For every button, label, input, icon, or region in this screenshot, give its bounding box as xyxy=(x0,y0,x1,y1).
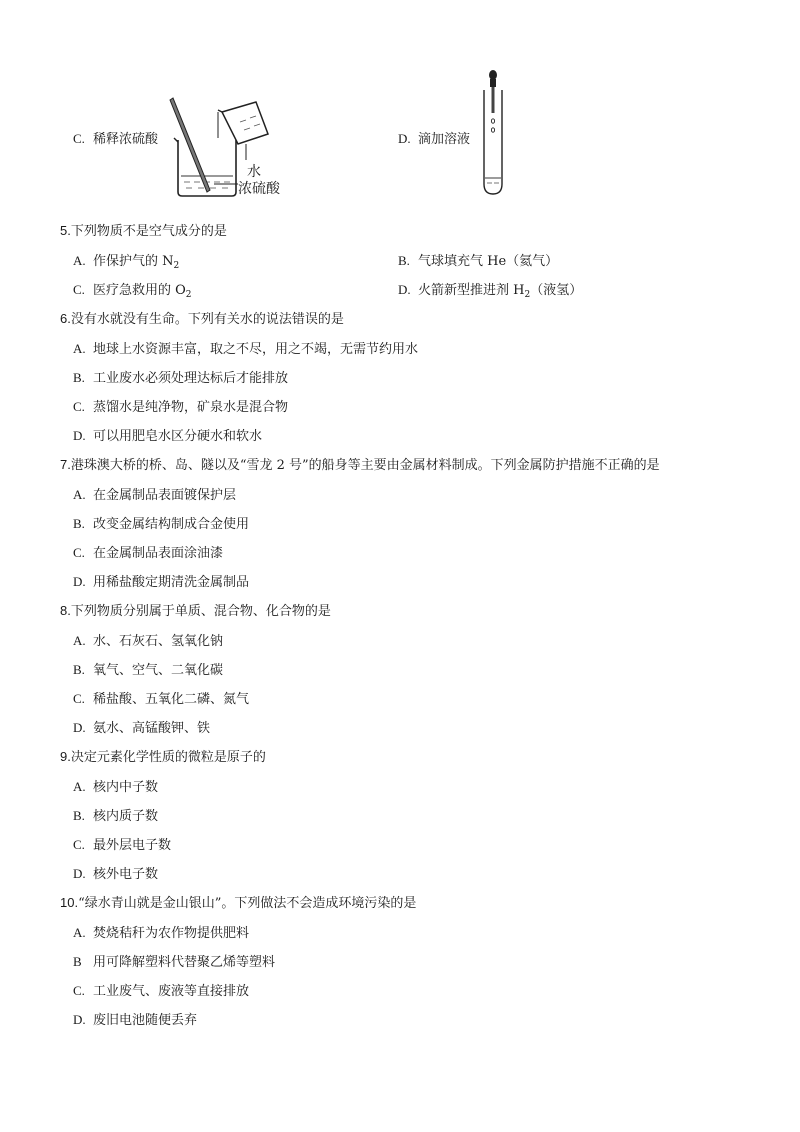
option-label: C. xyxy=(73,983,85,998)
option-text: 用可降解塑料代替聚乙烯等塑料 xyxy=(93,955,276,970)
q6-option-c xyxy=(73,396,288,415)
option-text: 最外层电子数 xyxy=(93,838,172,853)
option-label: C. xyxy=(73,691,85,706)
option-label: D. xyxy=(73,866,86,881)
q10-option-d xyxy=(73,1009,197,1028)
q8-option-a xyxy=(73,630,223,649)
option-text: 焚烧秸秆为农作物提供肥料 xyxy=(93,926,250,941)
question-5 xyxy=(60,220,227,239)
q8-option-c xyxy=(73,688,249,707)
q9-option-a xyxy=(73,776,158,795)
option-label: D. xyxy=(73,1012,86,1027)
question-stem: 决定元素化学性质的微粒是原子的 xyxy=(70,750,266,765)
option-label: B. xyxy=(73,662,85,677)
option-label: A. xyxy=(73,253,86,268)
q10-option-c xyxy=(73,980,249,999)
question-10 xyxy=(60,892,416,911)
option-text: 火箭新型推进剂 H xyxy=(418,283,525,298)
water-label: 水 xyxy=(247,164,261,180)
option-text: 核内中子数 xyxy=(93,780,159,795)
option-label: B xyxy=(73,954,82,969)
q7-option-d xyxy=(73,571,249,590)
q5-option-c xyxy=(73,279,192,298)
option-text: 氨水、高锰酸钾、铁 xyxy=(93,721,211,736)
option-text: 核内质子数 xyxy=(93,809,159,824)
question-8 xyxy=(60,600,331,619)
option-label: C. xyxy=(73,545,85,560)
question-7 xyxy=(60,454,660,473)
option-text: 用稀盐酸定期清洗金属制品 xyxy=(93,575,250,590)
q6-option-a xyxy=(73,338,418,357)
q5-option-a xyxy=(73,250,179,269)
question-number: 7. xyxy=(60,457,71,472)
option-label: C. xyxy=(73,399,85,414)
option-text: 地球上水资源丰富，取之不尽，用之不竭，无需节约用水 xyxy=(93,342,419,357)
q8-option-b xyxy=(73,659,223,678)
option-label: A. xyxy=(73,633,86,648)
subscript: 2 xyxy=(524,290,531,300)
q10-option-b xyxy=(73,951,275,970)
question-6 xyxy=(60,308,344,327)
option-label: A. xyxy=(73,779,86,794)
option-label: D. xyxy=(398,282,411,297)
concentrated-acid-label: 浓硫酸 xyxy=(238,181,280,197)
option-text: 作保护气的 N xyxy=(93,254,174,269)
q8-option-d xyxy=(73,717,210,736)
q4-option-c xyxy=(73,128,158,147)
subscript: 2 xyxy=(185,290,192,300)
question-stem: 没有水就没有生命。下列有关水的说法错误的是 xyxy=(70,312,344,327)
option-label: A. xyxy=(73,925,86,940)
q9-option-b xyxy=(73,805,158,824)
option-text: 改变金属结构制成合金使用 xyxy=(93,517,250,532)
option-label: C. xyxy=(73,282,85,297)
option-text: 气球填充气 He（氦气） xyxy=(418,254,559,269)
q9-option-c xyxy=(73,834,171,853)
dropper-test-tube-figure xyxy=(478,66,508,198)
question-stem: “绿水青山就是金山银山”。下列做法不会造成环境污染的是 xyxy=(78,896,417,911)
option-label: C. xyxy=(73,837,85,852)
option-label: D. xyxy=(73,428,86,443)
option-text: 在金属制品表面镀保护层 xyxy=(93,488,237,503)
option-text: 稀盐酸、五氧化二磷、氮气 xyxy=(93,692,250,707)
question-stem: 港珠澳大桥的桥、岛、隧以及“雪龙 2 号”的船身等主要由金属材料制成。下列金属防护措施不正确的是 xyxy=(70,458,660,473)
question-number: 9. xyxy=(60,749,71,764)
q5-option-d xyxy=(398,279,582,298)
q6-option-b xyxy=(73,367,288,386)
option-text: 蒸馏水是纯净物，矿泉水是混合物 xyxy=(93,400,289,415)
option-text: 医疗急救用的 O xyxy=(93,283,186,298)
question-number: 8. xyxy=(60,603,71,618)
option-text: 滴加溶液 xyxy=(418,132,471,147)
option-text: 氧气、空气、二氧化碳 xyxy=(93,663,224,678)
option-label: A. xyxy=(73,341,86,356)
q7-option-a xyxy=(73,484,236,503)
question-stem: 下列物质不是空气成分的是 xyxy=(70,224,227,239)
q5-option-b xyxy=(398,250,558,269)
option-text: 水、石灰石、氢氧化钠 xyxy=(93,634,224,649)
option-label: C. xyxy=(73,131,85,146)
option-text: 废旧电池随便丢弃 xyxy=(93,1013,198,1028)
option-text: 工业废水必须处理达标后才能排放 xyxy=(93,371,289,386)
option-label: B. xyxy=(73,516,85,531)
q7-option-b xyxy=(73,513,249,532)
option-label: A. xyxy=(73,487,86,502)
option-label: B. xyxy=(73,370,85,385)
question-stem: 下列物质分别属于单质、混合物、化合物的是 xyxy=(70,604,331,619)
question-9 xyxy=(60,746,266,765)
option-text: 核外电子数 xyxy=(93,867,159,882)
option-label: B. xyxy=(398,253,410,268)
option-text: 稀释浓硫酸 xyxy=(93,132,159,147)
q9-option-d xyxy=(73,863,158,882)
option-text: 可以用肥皂水区分硬水和软水 xyxy=(93,429,263,444)
question-number: 6. xyxy=(60,311,71,326)
q10-option-a xyxy=(73,922,249,941)
option-text: 在金属制品表面涂油漆 xyxy=(93,546,224,561)
option-label: B. xyxy=(73,808,85,823)
option-label: D. xyxy=(398,131,411,146)
q7-option-c xyxy=(73,542,223,561)
q6-option-d xyxy=(73,425,262,444)
option-label: D. xyxy=(73,574,86,589)
option-text: 工业废气、废液等直接排放 xyxy=(93,984,250,999)
question-number: 10. xyxy=(60,895,79,910)
option-label: D. xyxy=(73,720,86,735)
question-number: 5. xyxy=(60,223,71,238)
subscript: 2 xyxy=(173,261,180,271)
q4-option-d xyxy=(398,128,470,147)
option-text-suffix: （液氢） xyxy=(530,283,583,298)
